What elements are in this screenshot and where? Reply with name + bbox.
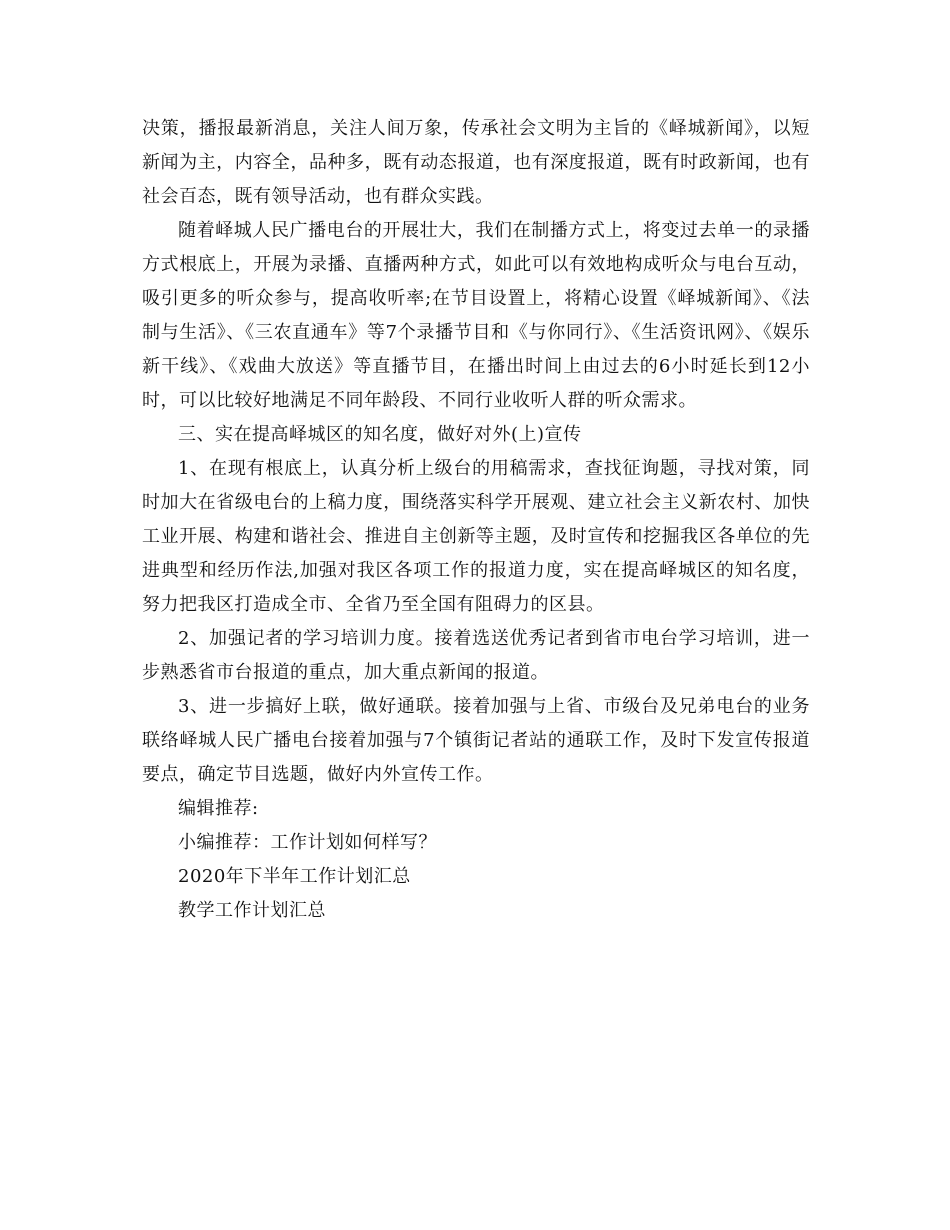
paragraph-broadcast-mode: 随着峄城人民广播电台的开展壮大，我们在制播方式上，将变过去单一的录播方式根底上，开展为录播、直播两种方式，如此可以有效地构成听众与电台互动，吸引更多的听众参与，提高收听率;在节目设置上，将精心设置《峄城新闻》、《法制与生活》、《三农直通车》等7个录播节目和《与你同行》、《生活资讯网》、《娱乐新干线》、《戏曲大放送》等直播节目，在播出时间上由过去的6小时延长到12小时，可以比较好地满足不同年龄段、不同行业收听人群的听众需求。 (142, 220, 810, 411)
section-heading-external-publicity: 三、实在提高峄城区的知名度，做好对外(上)宣传 (178, 424, 582, 445)
paragraph-item-2: 2、加强记者的学习培训力度。接着选送优秀记者到省市电台学习培训，进一步熟悉省市台报道的重点，加大重点新闻的报道。 (142, 628, 810, 683)
recommend-link-2020-plan[interactable]: 2020年下半年工作计划汇总 (178, 866, 411, 887)
recommend-heading: 编辑推荐: (178, 798, 259, 819)
paragraph-item-1: 1、在现有根底上，认真分析上级台的用稿需求，查找征询题，寻找对策，同时加大在省级电台的上稿力度，围绕落实科学开展观、建立社会主义新农村、加快工业开展、构建和谐社会、推进自主创新等主题，及时宣传和挖掘我区各单位的先进典型和经历作法,加强对我区各项工作的报道力度，实在提高峄城区的知名度，努力把我区打造成全市、全省乃至全国有阻碍力的区县。 (142, 458, 810, 615)
paragraph-item-3: 3、进一步搞好上联，做好通联。接着加强与上省、市级台及兄弟电台的业务联络峄城人民广播电台接着加强与7个镇街记者站的通联工作，及时下发宣传报道要点，确定节目选题，做好内外宣传工作。 (142, 696, 810, 785)
recommend-link-writing-plan[interactable]: 小编推荐：工作计划如何样写？ (178, 832, 437, 853)
document-body (142, 112, 810, 928)
paragraph-news-program: 决策，播报最新消息，关注人间万象，传承社会文明为主旨的《峄城新闻》，以短新闻为主，内容全，品种多，既有动态报道，也有深度报道，既有时政新闻，也有社会百态，既有领导活动，也有群众实践。 (142, 118, 810, 207)
recommend-link-teaching-plan[interactable]: 教学工作计划汇总 (178, 900, 326, 921)
